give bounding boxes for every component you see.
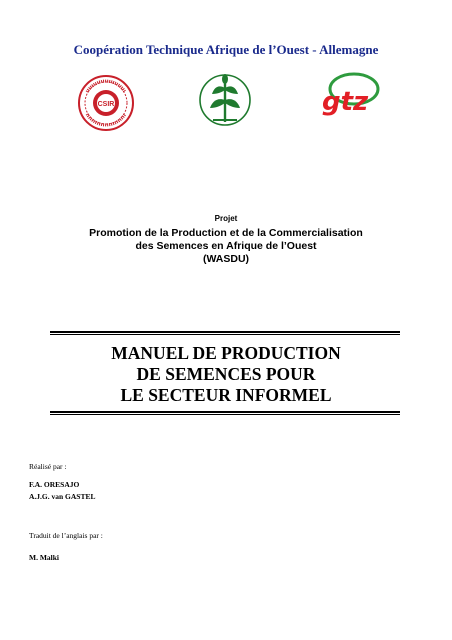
logo-row (0, 66, 452, 126)
title-line-3: LE SECTEUR INFORMEL (120, 385, 332, 405)
project-line-1: Promotion de la Production et de la Commercialisation (89, 227, 363, 239)
author-2: A.J.G. van GASTEL (29, 492, 96, 501)
traduit-label: Traduit de l’anglais par : (29, 531, 103, 540)
author-1: F.A. ORESAJO (29, 480, 80, 489)
csir-logo (77, 74, 135, 132)
project-line-2: des Semences en Afrique de l’Ouest (135, 240, 317, 252)
title-top-rule (50, 331, 400, 333)
title-bottom-rule-thin (50, 414, 400, 415)
realise-label: Réalisé par : (29, 462, 67, 471)
csir-logo-text: CSIR (97, 101, 115, 108)
project-line-3: (WASDU) (202, 253, 250, 265)
title-line-1: MANUEL DE PRODUCTION (111, 343, 341, 363)
gtz-logo (318, 72, 380, 120)
wasdu-emblem (198, 70, 252, 128)
gtz-logo-text: gtz (322, 87, 369, 117)
header-title: Coopération Technique Afrique de l’Ouest - Allemagne (73, 42, 379, 57)
project-label: Projet (214, 214, 238, 223)
translator: M. Malki (29, 553, 59, 562)
title-bottom-rule (50, 411, 400, 413)
title-line-2: DE SEMENCES POUR (136, 364, 316, 384)
project-block (0, 214, 452, 266)
document-title (0, 343, 452, 406)
title-top-rule-thin (50, 334, 400, 335)
